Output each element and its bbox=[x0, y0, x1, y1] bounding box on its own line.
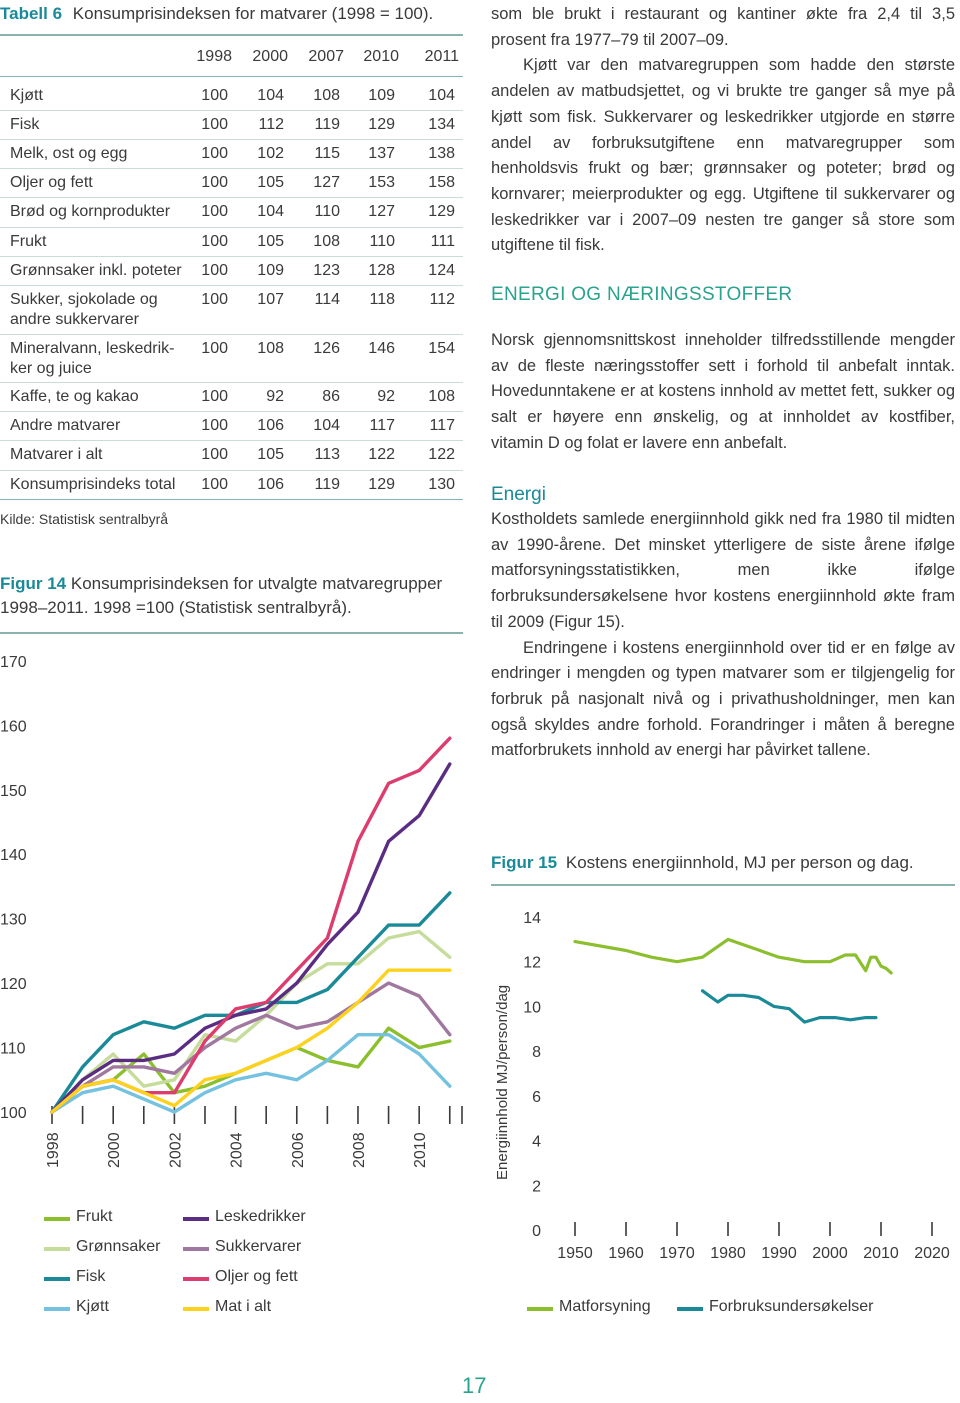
table-cell: 104 bbox=[257, 203, 284, 220]
table-cell: 138 bbox=[428, 145, 455, 162]
fig14-legend-swatch bbox=[44, 1307, 70, 1311]
paragraph-5-text: Endringene i kostens energiinnhold over tid er en følge av endringer i mengden og typen matvarer som er tilgjengelig for forbruk på nasjonalt nivå og i privathusholdninger, men kan også skyldes andre forhold. Forandringer i måten å beregne matforbrukets innhold av energi har påvirket tallene. bbox=[491, 638, 955, 760]
fig14-y-tick-label: 100 bbox=[0, 1105, 27, 1122]
table-row-label: Andre matvarer bbox=[10, 417, 121, 434]
table-row-divider bbox=[0, 168, 463, 169]
table-row-divider bbox=[0, 110, 463, 111]
fig14-y-tick-label: 120 bbox=[0, 976, 27, 994]
table-cell: 104 bbox=[257, 87, 284, 104]
table-title-text: Konsumprisindeksen for matvarer (1998 = 100). bbox=[72, 4, 434, 23]
fig15-x-tick-label: 2010 bbox=[863, 1245, 899, 1262]
table-cell: 117 bbox=[429, 417, 455, 434]
table-cell: 119 bbox=[314, 476, 340, 493]
table-year-header: 2011 bbox=[424, 48, 459, 65]
table-row-label: Konsumprisindeks total bbox=[10, 476, 176, 493]
table-cell: 105 bbox=[257, 233, 284, 250]
table-cell: 102 bbox=[257, 145, 284, 162]
table-row-label: Grønnsaker inkl. poteter bbox=[10, 262, 182, 279]
table-cell: 100 bbox=[201, 446, 228, 463]
table-cell: 111 bbox=[430, 233, 455, 250]
fig14-series-line-sukkervarer bbox=[52, 983, 450, 1112]
table-cell: 153 bbox=[368, 174, 395, 191]
table-cell: 100 bbox=[201, 174, 228, 191]
fig14-x-tick-label: 2010 bbox=[412, 1132, 430, 1168]
table-year-header: 2010 bbox=[363, 48, 399, 65]
table-row-divider bbox=[0, 440, 463, 441]
table-cell: 117 bbox=[369, 417, 395, 434]
table-cell: 110 bbox=[369, 233, 395, 250]
table-row-label: Sukker, sjokolade og andre sukkervarer bbox=[10, 291, 158, 328]
table-cell: 100 bbox=[201, 145, 228, 162]
table-row-divider bbox=[0, 382, 463, 383]
fig14-legend-label: Fisk bbox=[76, 1268, 106, 1285]
fig14-y-tick-label: 130 bbox=[0, 911, 27, 929]
table-cell: 108 bbox=[313, 233, 340, 250]
table-cell: 100 bbox=[201, 262, 228, 279]
fig14-caption bbox=[0, 572, 468, 620]
fig15-x-tick-label: 2020 bbox=[914, 1245, 950, 1262]
table-row-label: Oljer og fett bbox=[10, 174, 93, 191]
table-label: Tabell 6 bbox=[0, 4, 63, 23]
table-cell: 105 bbox=[257, 446, 284, 463]
paragraph-2-text: Kjøtt var den matvaregruppen som hadde den største andelen av matbudsjettet, og vi brukte tre ganger så mye på kjøtt som fisk. Sukkervarer og leskedrikker utgjorde en større andel av forbruksutgiftene enn matvaregrupper som henholdsvis frukt og bær; grønnsaker og poteter; brød og kornvarer; meierprodukter og egg. Utgiftene til sukkervarer og leskedrikker var i 2007–09 nesten tre ganger så store som utgiftene til fisk. bbox=[491, 56, 955, 255]
fig15-x-tick-label: 2000 bbox=[812, 1245, 848, 1262]
table-row-divider bbox=[0, 411, 463, 412]
table-cell: 122 bbox=[368, 446, 395, 463]
table-cell: 108 bbox=[313, 87, 340, 104]
table-source: Kilde: Statistisk sentralbyrå bbox=[0, 511, 169, 527]
fig15-chart bbox=[485, 895, 960, 1265]
fig14-rule bbox=[0, 632, 463, 634]
table-cell: 124 bbox=[428, 262, 455, 279]
fig14-series-line-mat_i_alt bbox=[52, 970, 450, 1112]
fig14-y-tick-label: 140 bbox=[0, 847, 27, 865]
paragraph-1 bbox=[491, 2, 955, 259]
table-cell: 100 bbox=[201, 87, 228, 104]
table-cell: 104 bbox=[428, 87, 455, 104]
fig14-chart bbox=[0, 640, 470, 1180]
table-title bbox=[0, 4, 433, 24]
fig14-legend-label: Sukkervarer bbox=[215, 1238, 302, 1255]
subheading-energi: Energi bbox=[491, 484, 546, 505]
fig15-y-tick-label: 0 bbox=[532, 1223, 541, 1240]
table-row-label: Frukt bbox=[10, 233, 47, 250]
table-cell: 109 bbox=[368, 87, 395, 104]
fig14-legend-label: Grønnsaker bbox=[76, 1238, 161, 1255]
fig15-rule bbox=[491, 884, 955, 886]
table-year-header: 2007 bbox=[308, 48, 344, 65]
table-row-divider bbox=[0, 256, 463, 257]
fig14-legend-swatch bbox=[44, 1217, 70, 1221]
fig15-legend-swatch bbox=[527, 1307, 553, 1311]
table-year-header: 1998 bbox=[196, 48, 232, 65]
fig15-legend-label: Matforsyning bbox=[559, 1298, 651, 1315]
fig14-legend-swatch bbox=[183, 1277, 209, 1281]
fig14-series-line-kjott bbox=[52, 1035, 450, 1112]
table-cell: 146 bbox=[368, 340, 395, 357]
table-row-label: Brød og kornprodukter bbox=[10, 203, 171, 220]
fig15-x-tick-label: 1990 bbox=[761, 1245, 797, 1262]
table-cell: 137 bbox=[368, 145, 395, 162]
table-row-label: Matvarer i alt bbox=[10, 446, 103, 463]
table-cell: 86 bbox=[322, 388, 340, 405]
section-heading: ENERGI OG NÆRINGSSTOFFER bbox=[491, 284, 793, 305]
table-cell: 100 bbox=[201, 233, 228, 250]
table-cell: 118 bbox=[369, 291, 395, 308]
table-cell: 114 bbox=[314, 291, 340, 308]
fig15-y-tick-label: 8 bbox=[532, 1044, 541, 1062]
fig15-x-tick-label: 1960 bbox=[608, 1245, 644, 1262]
fig15-x-tick-label: 1980 bbox=[710, 1245, 746, 1262]
fig15-label: Figur 15 bbox=[491, 853, 558, 872]
table-cell: 100 bbox=[201, 116, 228, 133]
fig15-series-line-forbruk bbox=[703, 991, 876, 1022]
table-header-rule bbox=[0, 76, 463, 77]
fig15-x-tick-label: 1950 bbox=[557, 1245, 593, 1262]
table-year-header: 2000 bbox=[252, 48, 288, 65]
fig15-legend-swatch bbox=[677, 1307, 703, 1311]
fig14-legend-swatch bbox=[44, 1277, 70, 1281]
table-row-divider bbox=[0, 285, 463, 286]
table-row-divider bbox=[0, 197, 463, 198]
fig14-x-tick-label: 2004 bbox=[228, 1132, 246, 1168]
fig14-y-tick-label: 150 bbox=[0, 782, 27, 800]
table-cell: 100 bbox=[201, 417, 228, 434]
table-cell: 115 bbox=[314, 145, 340, 162]
fig14-y-tick-label: 160 bbox=[0, 718, 27, 736]
table-row-label: Fisk bbox=[10, 116, 40, 133]
table-cell: 106 bbox=[257, 476, 284, 493]
fig14-x-tick-label: 2002 bbox=[167, 1132, 185, 1168]
table-row-divider bbox=[0, 139, 463, 140]
table-row-label: Mineralvann, leskedrik- ker og juice bbox=[10, 340, 175, 377]
fig15-y-axis-label: Energiinnhold MJ/person/dag bbox=[494, 984, 511, 1180]
table-cell: 100 bbox=[201, 340, 228, 357]
table-cell: 126 bbox=[313, 340, 340, 357]
paragraph-3-text: Norsk gjennomsnittskost inneholder tilfredsstillende mengder av de fleste næringsstoffer sett i forhold til anbefalt inntak. Hovedunntakene er at kostens innhold av mettet fett, sukker og salt er høyere enn ønskelig, og at innholdet av kostfiber, vitamin D og folat er lavere enn anbefalt. bbox=[491, 331, 955, 452]
fig15-series-line-matforsyning bbox=[575, 939, 891, 973]
fig15-y-tick-label: 10 bbox=[523, 999, 541, 1017]
fig15-y-tick-label: 14 bbox=[523, 910, 541, 927]
table-cell: 134 bbox=[428, 116, 455, 133]
table-row-divider bbox=[0, 470, 463, 471]
table-cell: 104 bbox=[313, 417, 340, 434]
table-cell: 106 bbox=[257, 417, 284, 434]
table-cell: 154 bbox=[428, 340, 455, 357]
fig15-x-tick-label: 1970 bbox=[659, 1245, 695, 1262]
paragraph-4-text: Kostholdets samlede energiinnhold gikk ned fra 1980 til midten av 1990-årene. Det minsket ytterligere de siste årene ifølge matforsyningsstatistikken, men ikke ifølge forbruksundersøkelsene hvor kostens energiinnhold økte fram til 2009 (Figur 15). bbox=[491, 510, 955, 631]
fig14-legend-swatch bbox=[183, 1307, 209, 1311]
table-cell: 107 bbox=[257, 291, 284, 308]
paragraph-4 bbox=[491, 507, 955, 764]
table-cell: 108 bbox=[257, 340, 284, 357]
table-cell: 130 bbox=[428, 476, 455, 493]
table-row-divider bbox=[0, 334, 463, 335]
fig14-legend-swatch bbox=[183, 1217, 209, 1221]
fig14-legend-label: Frukt bbox=[76, 1208, 113, 1225]
page-number: 17 bbox=[462, 1373, 487, 1398]
fig15-legend-label: Forbruksundersøkelser bbox=[709, 1298, 874, 1315]
fig14-caption-text: Konsumprisindeksen for utvalgte matvaregrupper 1998–2011. 1998 =100 (Statistisk sentralbyrå). bbox=[0, 574, 443, 617]
fig14-legend-swatch bbox=[183, 1247, 209, 1251]
table-cell: 92 bbox=[266, 388, 284, 405]
table-cell: 92 bbox=[377, 388, 395, 405]
fig14-x-tick-label: 1998 bbox=[45, 1132, 62, 1168]
fig14-x-tick-label: 2008 bbox=[350, 1132, 368, 1168]
table-cell: 119 bbox=[314, 116, 340, 133]
fig15-y-tick-label: 6 bbox=[532, 1088, 541, 1106]
table-cell: 100 bbox=[201, 476, 228, 493]
fig15-y-tick-label: 2 bbox=[532, 1178, 541, 1196]
table-cell: 112 bbox=[258, 116, 284, 133]
table-cell: 158 bbox=[428, 174, 455, 191]
table-cell: 100 bbox=[201, 203, 228, 220]
fig15-caption-text: Kostens energiinnhold, MJ per person og dag. bbox=[565, 853, 914, 872]
table-cell: 127 bbox=[313, 174, 340, 191]
paragraph-3 bbox=[491, 328, 955, 457]
table-row-label: Kjøtt bbox=[10, 87, 43, 104]
fig14-label: Figur 14 bbox=[0, 574, 67, 593]
table-cell: 100 bbox=[201, 388, 228, 405]
table-cell: 109 bbox=[257, 262, 284, 279]
fig14-x-tick-label: 2006 bbox=[289, 1132, 307, 1168]
table-row-divider bbox=[0, 499, 463, 500]
fig14-legend-label: Mat i alt bbox=[215, 1298, 272, 1315]
fig14-legend-label: Kjøtt bbox=[76, 1298, 109, 1315]
fig14-y-tick-label: 110 bbox=[0, 1040, 26, 1058]
table-cell: 108 bbox=[428, 388, 455, 405]
fig14-legend-label: Leskedrikker bbox=[215, 1208, 306, 1225]
fig14-series-line-frukt bbox=[52, 1028, 450, 1112]
table-cell: 127 bbox=[368, 203, 395, 220]
fig15-y-tick-label: 4 bbox=[532, 1133, 541, 1151]
table-cell: 100 bbox=[201, 291, 228, 308]
table-cell: 105 bbox=[257, 174, 284, 191]
fig14-y-tick-label: 170 bbox=[0, 653, 27, 671]
table-row-label: Melk, ost og egg bbox=[10, 145, 128, 162]
table-cell: 112 bbox=[429, 291, 455, 308]
table-row-divider bbox=[0, 227, 463, 228]
fig15-caption bbox=[491, 851, 955, 875]
fig14-x-tick-label: 2000 bbox=[106, 1132, 124, 1168]
table-cell: 110 bbox=[314, 203, 340, 220]
table-cell: 129 bbox=[368, 476, 395, 493]
paragraph-1-text: som ble brukt i restaurant og kantiner økte fra 2,4 til 3,5 prosent fra 1977–79 til 2007–09. bbox=[491, 5, 955, 49]
fig15-y-tick-label: 12 bbox=[523, 954, 541, 972]
table-cell: 113 bbox=[314, 446, 340, 463]
table-cell: 123 bbox=[313, 262, 340, 279]
table-top-rule bbox=[0, 34, 463, 36]
table-row-label: Kaffe, te og kakao bbox=[10, 388, 139, 405]
table-cell: 129 bbox=[368, 116, 395, 133]
table-cell: 128 bbox=[368, 262, 395, 279]
table-cell: 122 bbox=[428, 446, 455, 463]
fig14-legend-swatch bbox=[44, 1247, 70, 1251]
fig14-legend-label: Oljer og fett bbox=[215, 1268, 298, 1285]
table-cell: 129 bbox=[428, 203, 455, 220]
